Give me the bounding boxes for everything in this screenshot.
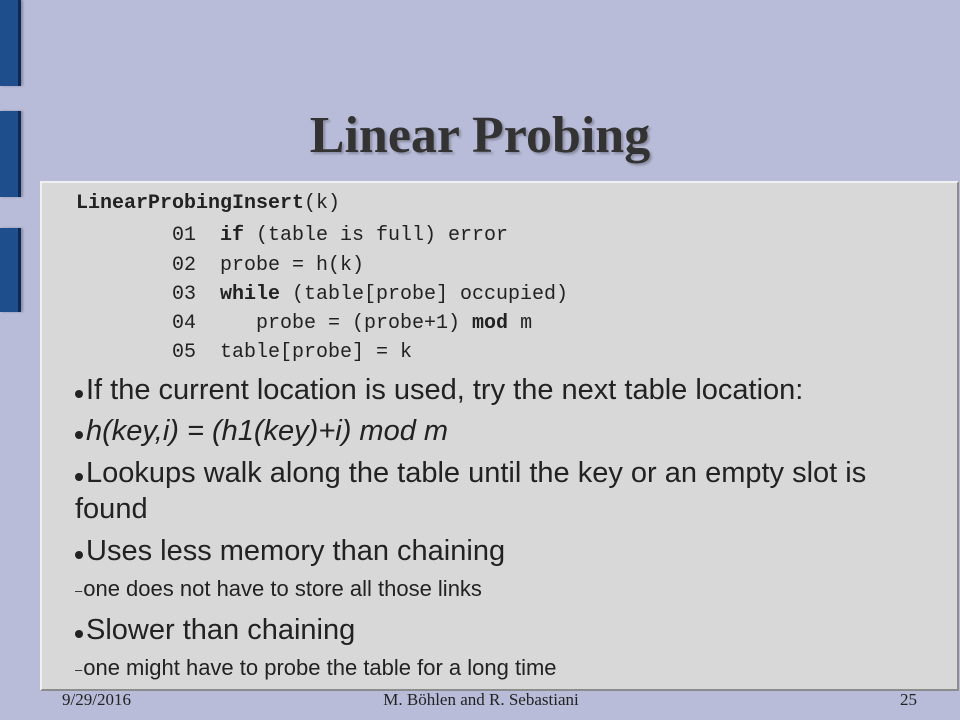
- code-line: [172, 224, 508, 247]
- bullet-item: [75, 455, 935, 527]
- line-number: 01: [172, 224, 197, 247]
- sub-bullet-text: one might have to probe the table for a long time: [83, 655, 557, 680]
- page-number: 25: [900, 690, 917, 709]
- code-keyword: if: [220, 224, 245, 247]
- footer-date: 9/29/2016: [62, 690, 131, 709]
- line-number: 02: [172, 254, 197, 277]
- code-text: table[probe] = k: [220, 341, 413, 364]
- sub-bullet-item: [75, 654, 557, 684]
- line-number: 05: [172, 341, 197, 364]
- bullet-text: Slower than chaining: [86, 614, 356, 646]
- bullet-item: [75, 372, 935, 408]
- footer-author: M. Böhlen and R. Sebastiani: [383, 690, 579, 709]
- code-line: [172, 312, 532, 335]
- code-keyword: mod: [472, 312, 509, 335]
- bullet-dot-icon: [75, 630, 83, 638]
- line-number: 04: [172, 312, 197, 335]
- code-header: [76, 192, 340, 215]
- bullet-dot-icon: [75, 390, 83, 398]
- code-line: [172, 341, 412, 364]
- bullet-item: [75, 612, 935, 648]
- side-decoration-bar: [0, 0, 21, 86]
- code-text: probe = (probe+1): [220, 312, 473, 335]
- sub-bullet-text: one does not have to store all those links: [83, 576, 482, 601]
- bullet-item: [75, 533, 935, 569]
- bullet-text: If the current location is used, try the next table location:: [86, 374, 804, 406]
- code-line: [172, 254, 364, 277]
- code-text: m: [508, 312, 533, 335]
- code-text: probe = h(k): [220, 254, 365, 277]
- bullet-dot-icon: [75, 431, 83, 439]
- bullet-text: Uses less memory than chaining: [86, 535, 506, 567]
- sub-bullet-item: [75, 575, 482, 605]
- code-text: (table[probe] occupied): [280, 283, 569, 306]
- slide-title: Linear Probing: [309, 107, 651, 164]
- function-args: (k): [304, 192, 341, 215]
- side-decoration-bar: [0, 228, 21, 312]
- code-text: (table is full) error: [244, 224, 509, 247]
- dash-icon: –: [75, 583, 83, 598]
- code-line: [172, 283, 568, 306]
- code-keyword: while: [220, 283, 281, 306]
- function-name: LinearProbingInsert: [76, 192, 305, 215]
- bullet-text: Lookups walk along the table until the key or an empty slot is found: [75, 457, 867, 525]
- bullet-dot-icon: [75, 551, 83, 559]
- formula-text: h(key,i) = (h1(key)+i) mod m: [86, 415, 449, 447]
- bullet-dot-icon: [75, 473, 83, 481]
- bullet-item: [75, 413, 935, 449]
- line-number: 03: [172, 283, 197, 306]
- dash-icon: –: [75, 662, 83, 677]
